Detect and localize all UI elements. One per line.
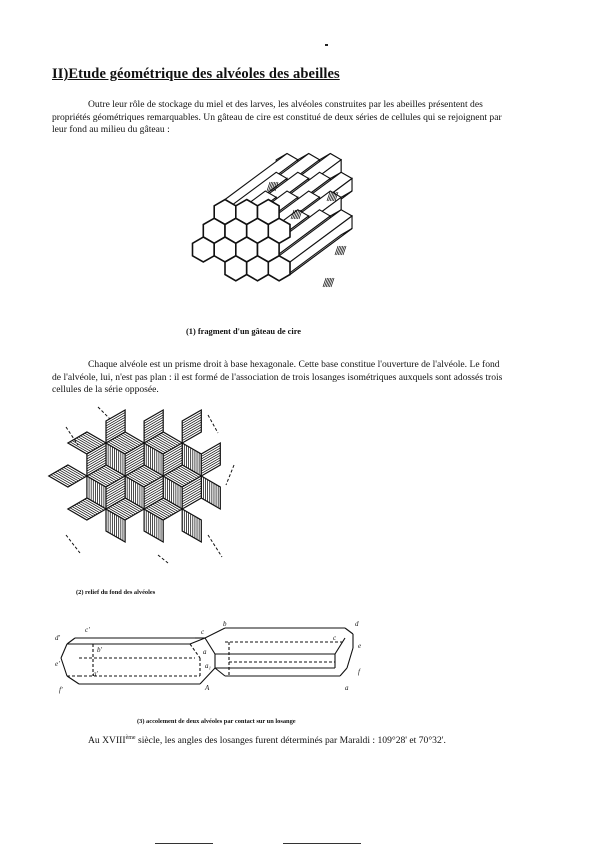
junction-hidden-edge: [190, 644, 200, 658]
dashed-edge: [158, 555, 168, 563]
scan-rule-right: [283, 843, 361, 844]
joint-hatch: [337, 246, 340, 255]
joint-hatch: [331, 278, 334, 287]
vertex-label: d: [355, 620, 359, 628]
rhombus-face: [201, 476, 220, 509]
vertex-label: a₁: [205, 662, 211, 670]
intro-paragraph: Outre leur rôle de stockage du miel et des larves, les alvéoles construites par les abeilles présentent des propriétés géométriques remarquables. Un gâteau de cire est constitué de deux séries de cellules qui se rejoignent par leur fond au milieu du gâteau :: [52, 99, 502, 136]
left-hex-edge: [61, 644, 67, 658]
vertex-label: a': [93, 670, 98, 678]
dashed-edge: [66, 535, 80, 553]
junction-edge: [190, 638, 205, 644]
right-hex-edge: [340, 668, 347, 676]
joint-hatch: [326, 278, 329, 287]
vertex-label: a: [203, 648, 207, 656]
right-prism-edge: [205, 628, 225, 638]
rhombus-face: [182, 509, 201, 542]
vertex-label: c: [201, 628, 205, 636]
prism-paragraph: Chaque alvéole est un prisme droit à base hexagonale. Cette base constitue l'ouverture de l'alvéole. Le fond de l'alvéole, lui, n'est pas plan : il est formé de l'association de trois losanges isométriques auxquels sont adossés trois cellules de la série opposée.: [52, 359, 503, 396]
joint-hatch: [335, 246, 338, 255]
joint-hatch: [341, 246, 344, 255]
joint-hatch: [343, 246, 346, 255]
cell-opening: [225, 256, 247, 281]
cell-opening: [268, 256, 290, 281]
honeycomb-fragment-figure: [180, 150, 380, 295]
right-hex-edge: [335, 638, 345, 654]
joined-cells-figure: [55, 618, 375, 703]
right-hex-edge: [345, 628, 353, 634]
dashed-edge: [226, 465, 234, 485]
dashed-edge: [208, 535, 222, 557]
vertex-label: f: [358, 668, 360, 676]
section-title: II)Etude géométrique des alvéoles des abeilles: [52, 66, 340, 82]
joint-hatch: [328, 278, 331, 287]
vertex-label: a: [345, 684, 349, 692]
scan-rule-left: [155, 843, 213, 844]
joint-hatch: [325, 278, 328, 287]
scan-speck: [325, 44, 328, 46]
junction-edge: [200, 668, 215, 684]
alveole-bottom-relief-figure: [58, 405, 243, 565]
joint-hatch: [340, 246, 343, 255]
right-prism-edge: [215, 668, 225, 676]
vertex-label: b: [223, 620, 227, 628]
left-hex-edge: [67, 638, 75, 644]
vertex-label: d': [55, 634, 60, 642]
joint-hatch: [323, 278, 326, 287]
dashed-edge: [208, 415, 218, 433]
joint-hatch: [338, 246, 341, 255]
vertex-label: e: [358, 642, 362, 650]
cell-opening: [247, 256, 269, 281]
footnote-text: siècle, les angles des losanges furent déterminés par Maraldi : 109°28' et 70°32'.: [135, 735, 446, 747]
figure2-caption: (2) relief du fond des alvéoles: [76, 589, 156, 596]
vertex-label: c': [85, 626, 90, 634]
figure1-caption: (1) fragment d'un gâteau de cire: [186, 327, 301, 336]
rhombus-face: [49, 465, 87, 487]
vertex-label: A: [205, 684, 210, 692]
left-hex-edge: [61, 658, 67, 676]
footnote-prefix: Au XVIII: [88, 735, 126, 747]
left-hex-edge: [67, 676, 79, 684]
junction-edge: [205, 638, 215, 654]
joint-hatch: [329, 278, 332, 287]
vertex-label: f': [59, 686, 63, 694]
vertex-label: c: [333, 634, 337, 642]
dashed-edge: [98, 407, 110, 419]
footnote-superscript: ème: [125, 735, 136, 741]
maraldi-footnote: [88, 732, 446, 748]
cell-opening: [193, 237, 215, 262]
right-hex-edge: [347, 648, 353, 668]
vertex-label: e': [55, 660, 60, 668]
figure3-caption: (3) accolement de deux alvéoles par contact sur un losange: [137, 718, 296, 725]
vertex-label: b': [97, 646, 102, 654]
